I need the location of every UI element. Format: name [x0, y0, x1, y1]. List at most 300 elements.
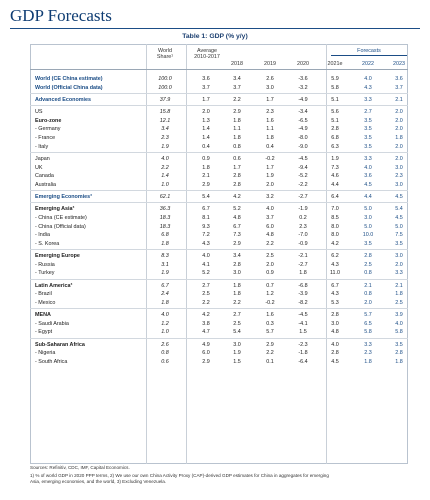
cell-value: 2.2: [161, 164, 169, 171]
cell-value: 4.4: [331, 181, 339, 188]
row-label: Emerging Asia³: [35, 206, 75, 213]
cell-value: 1.7: [266, 96, 274, 103]
cell-value: 2.3: [364, 350, 372, 357]
cell-value: 5.0: [364, 206, 372, 213]
cell-value: 4.0: [364, 164, 372, 171]
table-row: [30, 349, 408, 358]
cell-value: 5.9: [331, 76, 339, 82]
cell-value: 2.3: [299, 223, 307, 230]
cell-value: 1.7: [202, 96, 210, 103]
cell-value: 4.2: [331, 240, 339, 247]
table-row: [30, 240, 408, 249]
footer-sources: Sources: Refinitiv, CDC, IMF, Capital Economics.: [30, 465, 130, 470]
cell-value: 1.4: [202, 126, 210, 133]
cell-value: 2.2: [233, 96, 241, 103]
cell-value: 2.0: [395, 126, 403, 133]
cell-value: 2.0: [395, 143, 403, 150]
row-label: - France: [35, 135, 56, 141]
cell-value: 1.8: [364, 358, 372, 365]
cell-value: 3.3: [364, 341, 372, 348]
cell-value: 4.5: [395, 214, 403, 221]
cell-value: 2.2: [233, 299, 241, 306]
cell-value: -2.2: [298, 181, 308, 188]
cell-value: 6.7: [233, 223, 241, 230]
cell-value: 2.8: [233, 181, 241, 188]
header-forecasts: Forecasts: [357, 48, 381, 54]
cell-value: 0.9: [266, 270, 274, 277]
cell-value: 2.4: [161, 291, 169, 298]
cell-value: 4.0: [395, 320, 403, 327]
cell-value: 3.5: [395, 240, 403, 247]
row-label: Sub-Saharan Africa: [35, 341, 85, 348]
cell-value: 6.0: [266, 223, 274, 230]
cell-value: 0.7: [266, 282, 274, 289]
cell-value: 4.2: [202, 312, 210, 318]
cell-value: 0.1: [266, 358, 274, 365]
row-label: - China (Official data): [35, 223, 86, 230]
table-row: [30, 299, 408, 308]
cell-value: 1.5: [299, 329, 307, 336]
cell-value: 8.5: [331, 214, 339, 221]
cell-value: 5.8: [331, 84, 339, 91]
footer-note: 1) % of world GDP in 2020 PPP terms, 2) We use our own China Activity Proxy (CAP)-derived GDP estimates for China in aggregates for emerging: [30, 473, 329, 478]
cell-value: 4.5: [364, 181, 372, 188]
cell-value: 2.8: [331, 312, 339, 318]
cell-value: 2.5: [202, 291, 210, 298]
cell-value: 3.3: [364, 96, 372, 103]
cell-value: -4.5: [298, 312, 308, 318]
cell-value: 8.0: [331, 232, 339, 239]
cell-value: 2.2: [266, 350, 274, 357]
cell-value: 2.2: [202, 299, 210, 306]
cell-value: 3.2: [266, 194, 274, 200]
table-row: [30, 290, 408, 299]
cell-value: -2.7: [298, 261, 308, 268]
row-label: Australia: [35, 181, 56, 188]
cell-value: 1.8: [395, 135, 403, 141]
cell-value: 4.0: [161, 312, 169, 318]
cell-value: 18.3: [159, 223, 171, 230]
table-row: [30, 143, 408, 152]
table-row: [30, 358, 408, 367]
cell-value: 62.1: [159, 194, 171, 200]
cell-value: 2.8: [364, 253, 372, 259]
header-average-line: Average: [197, 48, 217, 54]
cell-value: 3.0: [233, 341, 241, 348]
cell-value: 0.8: [233, 143, 241, 150]
row-separator: [30, 152, 408, 153]
cell-value: 5.8: [364, 329, 372, 336]
cell-value: 4.3: [331, 291, 339, 298]
cell-value: 4.6: [331, 173, 339, 180]
cell-value: 4.0: [364, 76, 372, 82]
cell-value: 5.3: [331, 299, 339, 306]
cell-value: 0.8: [364, 270, 372, 277]
cell-value: 3.0: [395, 253, 403, 259]
header-year-2023: 2023: [393, 61, 405, 67]
cell-value: 5.6: [331, 109, 339, 116]
cell-value: 1.8: [202, 164, 210, 171]
cell-value: 4.8: [233, 214, 241, 221]
cell-value: -0.2: [265, 299, 275, 306]
cell-value: 2.8: [395, 350, 403, 357]
cell-value: 3.6: [395, 76, 403, 82]
cell-value: 18.3: [159, 214, 171, 221]
cell-value: 3.8: [202, 320, 210, 327]
cell-value: 2.1: [395, 96, 403, 103]
table-row: [30, 134, 408, 143]
row-separator: [30, 249, 408, 250]
cell-value: 11.0: [329, 270, 341, 277]
cell-value: 5.7: [364, 312, 372, 318]
cell-value: 0.9: [202, 155, 210, 162]
cell-value: 1.8: [233, 135, 241, 141]
table-row: [30, 125, 408, 134]
cell-value: -4.9: [298, 96, 308, 103]
cell-value: 7.5: [395, 232, 403, 239]
cell-value: 3.1: [161, 261, 169, 268]
cell-value: 3.0: [233, 270, 241, 277]
cell-value: -3.9: [298, 291, 308, 298]
cell-value: 2.0: [395, 261, 403, 268]
cell-value: 4.3: [202, 240, 210, 247]
cell-value: 3.4: [233, 76, 241, 82]
cell-value: 100.0: [158, 76, 172, 82]
cell-value: 4.0: [331, 341, 339, 348]
row-label: UK: [35, 164, 43, 171]
cell-value: 7.3: [331, 164, 339, 171]
cell-value: -6.8: [298, 282, 308, 289]
table-row: [30, 75, 408, 84]
cell-value: 37.9: [159, 96, 171, 103]
cell-value: 2.3: [266, 109, 274, 116]
cell-value: 3.0: [364, 214, 372, 221]
row-label: Emerging Economies³: [35, 194, 92, 200]
row-separator: [30, 105, 408, 106]
header-year-2021e: 2021e: [327, 61, 343, 67]
table-row: [30, 231, 408, 240]
cell-value: 4.7: [202, 329, 210, 336]
row-label: - S. Korea: [35, 240, 60, 247]
cell-value: 2.3: [161, 135, 169, 141]
cell-value: 6.8: [161, 232, 169, 239]
cell-value: 0.4: [266, 143, 274, 150]
row-label: - Germany: [35, 126, 61, 133]
cell-value: 2.2: [266, 240, 274, 247]
header-world-line: World: [158, 48, 172, 54]
cell-value: 2.0: [395, 109, 403, 116]
cell-value: 1.3: [202, 117, 210, 124]
cell-value: 3.6: [364, 173, 372, 180]
row-label: - South Africa: [35, 358, 68, 365]
cell-value: 2.7: [202, 282, 210, 289]
row-label: Canada: [35, 173, 54, 180]
cell-value: 2.7: [233, 312, 241, 318]
cell-value: 3.0: [395, 164, 403, 171]
header-year-2022: 2022: [362, 61, 374, 67]
cell-value: 3.7: [395, 84, 403, 91]
cell-value: 36.3: [159, 206, 171, 213]
row-label: - Mexico: [35, 299, 56, 306]
row-label: - China (CE estimate): [35, 214, 87, 221]
cell-value: 1.1: [233, 126, 241, 133]
cell-value: 7.2: [202, 232, 210, 239]
cell-value: -2.1: [298, 253, 308, 259]
cell-value: 2.8: [233, 173, 241, 180]
table-title: Table 1: GDP (% y/y): [182, 33, 248, 40]
cell-value: 2.6: [161, 341, 169, 348]
cell-value: 7.3: [233, 232, 241, 239]
table-row: [30, 252, 408, 261]
cell-value: 5.2: [202, 270, 210, 277]
cell-value: 2.9: [202, 181, 210, 188]
cell-value: 2.1: [364, 282, 372, 289]
cell-value: 1.4: [202, 135, 210, 141]
cell-value: 6.8: [331, 135, 339, 141]
table-row: [30, 108, 408, 117]
cell-value: 3.5: [364, 143, 372, 150]
cell-value: -6.4: [298, 358, 308, 365]
cell-value: 1.9: [266, 173, 274, 180]
table-row: [30, 269, 408, 278]
cell-value: 0.8: [364, 291, 372, 298]
cell-value: 3.4: [161, 126, 169, 133]
cell-value: 2.8: [331, 126, 339, 133]
cell-value: 7.0: [331, 206, 339, 213]
cell-value: -9.4: [298, 164, 308, 171]
cell-value: 3.5: [395, 341, 403, 348]
cell-value: -6.5: [298, 117, 308, 124]
cell-value: 3.0: [331, 320, 339, 327]
cell-value: 1.6: [266, 117, 274, 124]
cell-value: 1.8: [233, 117, 241, 124]
cell-value: 4.8: [331, 329, 339, 336]
cell-value: 2.1: [202, 173, 210, 180]
cell-value: -5.2: [298, 173, 308, 180]
cell-value: 2.6: [266, 76, 274, 82]
cell-value: 2.0: [395, 117, 403, 124]
row-separator: [30, 202, 408, 203]
cell-value: 1.8: [161, 240, 169, 247]
cell-value: -7.0: [298, 232, 308, 239]
table-row: [30, 311, 408, 320]
cell-value: 8.3: [161, 253, 169, 259]
row-label: World (CE China estimate): [35, 76, 103, 82]
cell-value: 2.5: [364, 261, 372, 268]
cell-value: 4.5: [395, 194, 403, 200]
cell-value: 4.4: [364, 194, 372, 200]
cell-value: 2.9: [233, 109, 241, 116]
cell-value: 4.3: [331, 261, 339, 268]
cell-value: -3.4: [298, 109, 308, 116]
cell-value: 1.7: [266, 164, 274, 171]
header-year-2019: 2019: [264, 61, 276, 67]
cell-value: 5.7: [266, 329, 274, 336]
row-separator: [30, 338, 408, 339]
table-row: [30, 193, 408, 202]
cell-value: 2.0: [364, 299, 372, 306]
cell-value: 2.0: [266, 181, 274, 188]
cell-value: 1.8: [395, 291, 403, 298]
cell-value: 2.9: [202, 358, 210, 365]
cell-value: 1.5: [233, 358, 241, 365]
cell-value: -4.5: [298, 155, 308, 162]
cell-value: -2.7: [298, 194, 308, 200]
table-row: [30, 117, 408, 126]
cell-value: -0.9: [298, 240, 308, 247]
header-year-2020: 2020: [297, 61, 309, 67]
cell-value: 0.2: [299, 214, 307, 221]
cell-value: 0.4: [202, 143, 210, 150]
row-separator: [30, 279, 408, 280]
cell-value: 4.5: [331, 358, 339, 365]
cell-value: 2.5: [266, 253, 274, 259]
table-row: [30, 261, 408, 270]
cell-value: 1.0: [161, 329, 169, 336]
cell-value: 6.0: [202, 350, 210, 357]
row-separator: [30, 190, 408, 191]
row-label: World (Official China data): [35, 84, 103, 91]
row-label: - Italy: [35, 143, 49, 150]
cell-value: 0.6: [161, 358, 169, 365]
forecast-underline: [331, 55, 407, 56]
cell-value: 5.4: [233, 329, 241, 336]
cell-value: -8.0: [298, 135, 308, 141]
cell-value: 6.2: [331, 253, 339, 259]
cell-value: 6.5: [364, 320, 372, 327]
row-label: - Russia: [35, 261, 55, 268]
cell-value: 12.1: [159, 117, 171, 124]
row-label: - Nigeria: [35, 350, 56, 357]
cell-value: 5.2: [233, 206, 241, 213]
cell-value: 1.1: [266, 126, 274, 133]
cell-value: 2.9: [233, 240, 241, 247]
cell-value: 1.0: [161, 181, 169, 188]
table-row: [30, 320, 408, 329]
cell-value: 3.0: [395, 181, 403, 188]
cell-value: 4.0: [202, 253, 210, 259]
cell-value: 5.0: [395, 223, 403, 230]
title-rule: [10, 28, 420, 29]
cell-value: 4.8: [266, 232, 274, 239]
cell-value: 1.8: [266, 135, 274, 141]
cell-value: 100.0: [158, 84, 172, 91]
header-year-2018: 2018: [231, 61, 243, 67]
cell-value: 2.0: [395, 155, 403, 162]
cell-value: 3.5: [364, 240, 372, 247]
table-row: [30, 172, 408, 181]
cell-value: 3.5: [364, 135, 372, 141]
cell-value: 2.0: [266, 261, 274, 268]
cell-value: 5.1: [331, 117, 339, 124]
cell-value: 5.4: [202, 194, 210, 200]
row-separator: [30, 93, 408, 94]
cell-value: 1.8: [161, 299, 169, 306]
cell-value: 4.0: [266, 206, 274, 213]
row-label: - Brazil: [35, 291, 52, 298]
cell-value: 4.9: [202, 341, 210, 348]
cell-value: -1.8: [298, 350, 308, 357]
cell-value: 4.2: [233, 194, 241, 200]
cell-value: -2.3: [298, 341, 308, 348]
cell-value: 9.3: [202, 223, 210, 230]
cell-value: 1.7: [233, 164, 241, 171]
cell-value: 4.3: [364, 84, 372, 91]
cell-value: 1.4: [161, 173, 169, 180]
cell-value: 5.4: [395, 206, 403, 213]
header-rule: [30, 69, 408, 70]
header-average-period: 2010-2017: [194, 54, 220, 61]
cell-value: 3.7: [202, 84, 210, 91]
cell-value: 15.8: [159, 109, 171, 116]
table-row: [30, 341, 408, 350]
row-label: Latin America³: [35, 282, 73, 289]
table-row: [30, 205, 408, 214]
cell-value: 3.7: [266, 214, 274, 221]
cell-value: 1.6: [266, 312, 274, 318]
row-label: MENA: [35, 312, 51, 318]
cell-value: 1.9: [161, 270, 169, 277]
cell-value: 1.9: [161, 143, 169, 150]
cell-value: -0.2: [265, 155, 275, 162]
cell-value: -8.2: [298, 299, 308, 306]
cell-value: 3.5: [364, 126, 372, 133]
cell-value: 6.3: [331, 143, 339, 150]
cell-value: -3.2: [298, 84, 308, 91]
cell-value: 1.2: [266, 291, 274, 298]
cell-value: 3.0: [266, 84, 274, 91]
cell-value: 2.8: [233, 261, 241, 268]
cell-value: 2.5: [233, 320, 241, 327]
cell-value: 5.8: [395, 329, 403, 336]
cell-value: -3.6: [298, 76, 308, 82]
cell-value: 4.1: [202, 261, 210, 268]
header-average: [188, 48, 226, 61]
cell-value: 3.3: [364, 155, 372, 162]
table-row: [30, 282, 408, 291]
cell-value: 5.1: [331, 96, 339, 103]
table-row: [30, 223, 408, 232]
cell-value: 2.9: [266, 341, 274, 348]
cell-value: 0.6: [233, 155, 241, 162]
cell-value: -4.1: [298, 320, 308, 327]
cell-value: 5.0: [364, 223, 372, 230]
cell-value: -9.0: [298, 143, 308, 150]
cell-value: 3.7: [233, 84, 241, 91]
cell-value: 3.3: [395, 270, 403, 277]
row-label: US: [35, 109, 43, 116]
cell-value: 6.7: [202, 206, 210, 213]
row-separator: [30, 308, 408, 309]
cell-value: 6.7: [331, 282, 339, 289]
header-share-line: Share¹: [156, 54, 174, 61]
cell-value: 2.3: [395, 173, 403, 180]
cell-value: 8.1: [202, 214, 210, 221]
cell-value: -1.9: [298, 206, 308, 213]
cell-value: 1.9: [233, 350, 241, 357]
row-label: Euro-zone: [35, 117, 62, 124]
cell-value: 1.2: [161, 320, 169, 327]
cell-value: 1.8: [395, 358, 403, 365]
row-label: Advanced Economies: [35, 96, 92, 103]
cell-value: 1.8: [233, 291, 241, 298]
cell-value: 6.7: [161, 282, 169, 289]
table-row: [30, 96, 408, 105]
cell-value: 0.8: [161, 350, 169, 357]
cell-value: 4.0: [161, 155, 169, 162]
table-row: [30, 84, 408, 93]
cell-value: 3.5: [364, 117, 372, 124]
